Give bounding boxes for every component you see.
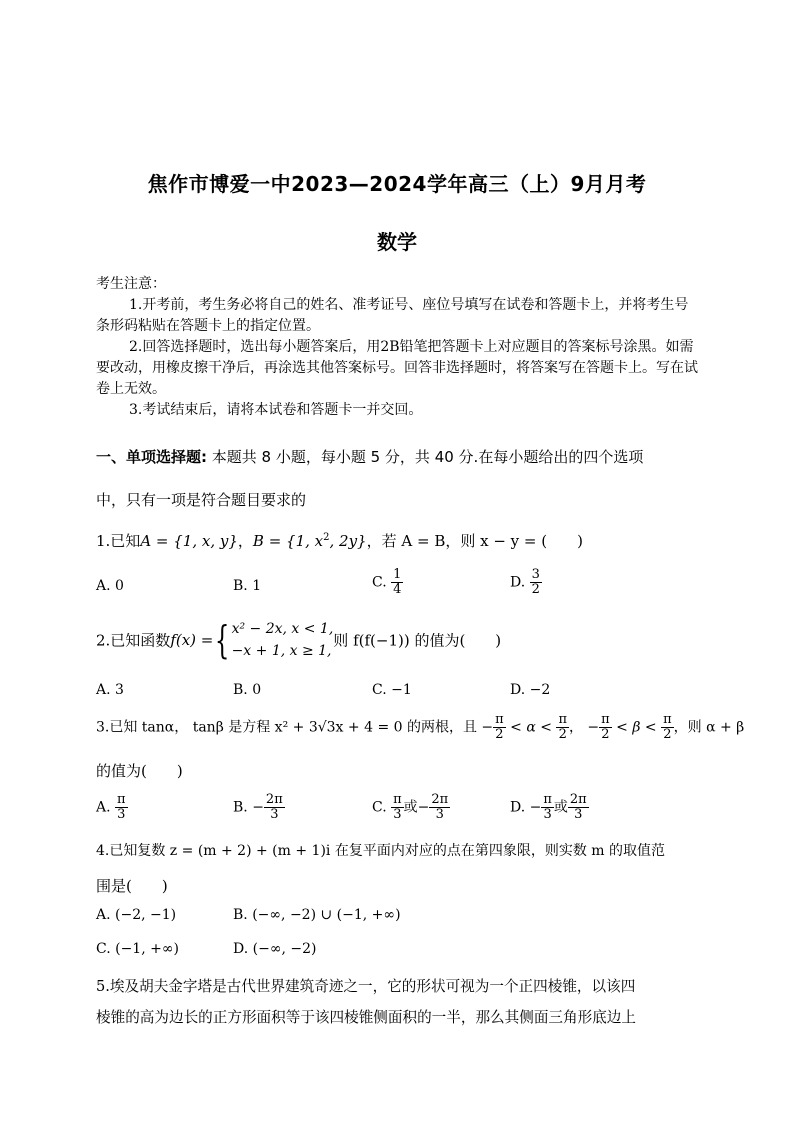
q3-c-frac-2: [429, 793, 450, 822]
q1-option-d: [510, 568, 542, 597]
q3-d-mid: 或: [553, 799, 568, 816]
q3-frac-4-num: π: [663, 712, 672, 727]
q4-option-c: C. (−1, +∞): [96, 941, 179, 957]
q2-case-1: x² − 2x, x < 1,: [231, 621, 334, 637]
q3-c-den-2: 3: [435, 807, 444, 822]
q3-c-num-1: π: [393, 792, 402, 807]
q3-a-num: π: [117, 792, 126, 807]
q3-mid-3: < β <: [611, 719, 662, 736]
q3-d-num-1: π: [543, 792, 552, 807]
q4-line-2: 围是( ): [96, 877, 168, 895]
q1-pre: 1.已知: [96, 532, 141, 550]
q2-pre: 2.已知函数: [96, 631, 171, 650]
q1-set-b: B = {1, x: [252, 532, 324, 550]
q1-sep: ，: [237, 532, 253, 550]
q1-d-den: 2: [531, 582, 540, 597]
notice-item-2: 2.回答选择题时，选出每小题答案后，用2B铅笔把答题卡上对应题目的答案标号涂黑。如需要改动，用橡皮擦干净后，再涂选其他答案标号。回答非选择题时，将答案写在答题卡上。写在试卷上无效。: [96, 339, 698, 397]
question-5: 5.埃及胡夫金字塔是古代世界建筑奇迹之一，它的形状可视为一个正四棱锥，以该四: [96, 978, 636, 995]
q3-frac-3-den: 2: [601, 727, 610, 742]
q4-option-b: B. (−∞, −2) ∪ (−1, +∞): [233, 907, 401, 923]
notice-item-3: 3.考试结束后，请将本试卷和答题卡一并交回。: [129, 402, 423, 418]
q1-d-fraction: [530, 568, 542, 597]
q1-c-num: 1: [393, 567, 402, 582]
q2-option-c: C. −1: [372, 682, 412, 698]
q3-option-b: [233, 793, 285, 822]
subject-title: 数学: [377, 230, 417, 254]
q3-frac-1-num: π: [495, 712, 504, 727]
section-desc-2: 中，只有一项是符合题目要求的: [96, 491, 307, 509]
q3-option-c: [372, 793, 450, 822]
q3-c-mid: 或−: [403, 799, 430, 816]
q3-b-den: 3: [270, 807, 279, 822]
q3-frac-3: [599, 713, 612, 742]
q3-c-label: C.: [372, 799, 392, 816]
q3-option-d: [510, 793, 589, 822]
q3-mid-1: < α <: [505, 719, 557, 736]
q2-option-a: A. 3: [96, 682, 124, 698]
q1-tail: ，若 A = B，则 x − y = ( ): [366, 532, 583, 550]
q1-c-label: C.: [372, 574, 392, 591]
q3-frac-2-num: π: [558, 712, 567, 727]
q3-line-2: 的值为( ): [96, 762, 183, 780]
q3-frac-2-den: 2: [558, 727, 567, 742]
q3-b-frac: [264, 793, 285, 822]
notice-item-1: 1.开考前，考生务必将自己的姓名、准考证号、座位号填写在试卷和答题卡上，并将考生号条形码粘贴在答题卡上的指定位置。: [96, 297, 689, 334]
q2-fx: f(x) =: [170, 631, 214, 649]
section-label: 一、单项选择题:: [96, 448, 207, 466]
q3-a-frac: [115, 793, 128, 822]
q1-c-fraction: [391, 568, 403, 597]
q3-d-den-1: 3: [543, 807, 552, 822]
q3-d-frac-1: [541, 793, 554, 822]
exam-title: 焦作市博爱一中2023—2024学年高三（上）9月月考: [147, 172, 647, 196]
q3-a-label: A.: [96, 799, 116, 816]
section-desc-1: 本题共 8 小题，每小题 5 分，共 40 分.在每小题给出的四个选项: [207, 448, 644, 466]
q3-d-frac-2: [568, 793, 589, 822]
q2-option-d: D. −2: [510, 682, 551, 698]
q3-frac-1-den: 2: [495, 727, 504, 742]
q1-option-b: B. 1: [233, 578, 262, 594]
section-heading: [96, 446, 643, 467]
q3-tail: ，则 α + β: [673, 719, 745, 736]
q1-set-a: A = {1, x, y}: [140, 532, 238, 550]
q2-tail: 则 f(f(−1)) 的值为( ): [333, 631, 502, 650]
q3-frac-2: [556, 713, 569, 742]
q4-option-d: D. (−∞, −2): [233, 941, 317, 957]
q2-cases: [232, 618, 334, 662]
notice-block: [96, 274, 702, 421]
q3-d-den-2: 3: [574, 807, 583, 822]
q3-c-num-2: 2π: [431, 792, 449, 807]
q3-a-den: 3: [117, 807, 126, 822]
q3-frac-3-num: π: [601, 712, 610, 727]
q1-option-a: A. 0: [96, 578, 124, 594]
q1-c-den: 4: [393, 582, 402, 597]
q2-brace-icon: {: [215, 618, 230, 662]
q3-d-label: D. −: [510, 799, 542, 816]
question-4: 4.已知复数 z = (m + 2) + (m + 1)i 在复平面内对应的点在第四象限，则实数 m 的取值范: [96, 843, 666, 859]
q3-frac-4: [661, 713, 674, 742]
q3-option-a: [96, 793, 128, 822]
q3-c-den-1: 3: [393, 807, 402, 822]
notice-heading: 考生注意：: [96, 276, 166, 292]
q3-frac-1: [493, 713, 506, 742]
q5-line-2: 棱锥的高为边长的正方形面积等于该四棱锥侧面积的一半，那么其侧面三角形底边上: [96, 1009, 636, 1026]
q1-set-b-post: , 2y}: [329, 532, 367, 550]
question-3: [96, 713, 744, 742]
q3-frac-4-den: 2: [663, 727, 672, 742]
q1-option-c: [372, 568, 403, 597]
q3-c-frac-1: [391, 793, 404, 822]
q3-b-label: B. −: [233, 799, 264, 816]
question-2: [96, 618, 501, 662]
q2-case-2: −x + 1, x ≥ 1,: [231, 643, 332, 659]
q2-option-b: B. 0: [233, 682, 262, 698]
q3-d-num-2: 2π: [569, 792, 587, 807]
q4-option-a: A. (−2, −1): [96, 907, 177, 923]
q3-pre: 3.已知 tanα， tanβ 是方程 x² + 3√3x + 4 = 0 的两根，且 −: [96, 719, 494, 736]
q3-mid-2: ， −: [568, 719, 600, 736]
q1-d-num: 3: [531, 567, 540, 582]
q1-set-b-sup: 2: [323, 532, 330, 543]
q3-b-num: 2π: [265, 792, 283, 807]
q1-d-label: D.: [510, 574, 530, 591]
question-1: [96, 530, 583, 551]
